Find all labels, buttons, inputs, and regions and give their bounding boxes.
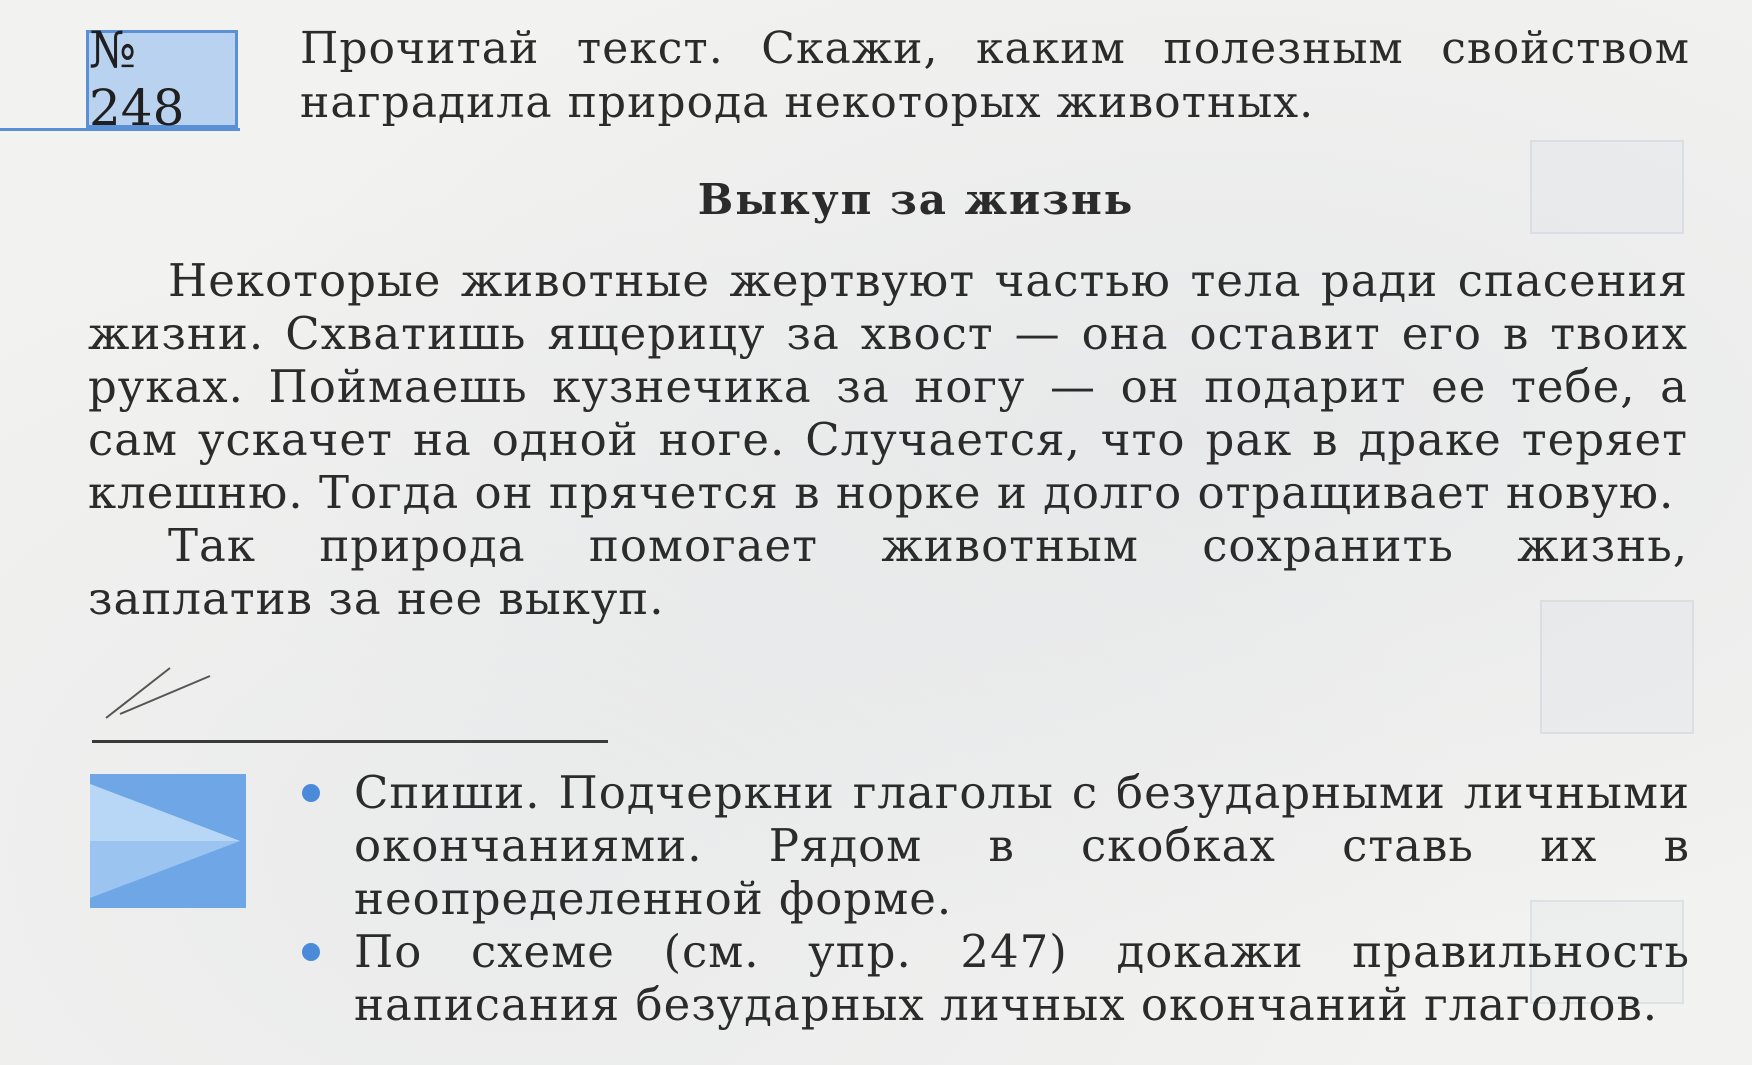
- text-title: Выкуп за жизнь: [697, 175, 1135, 224]
- instruction-text: Спиши. Подчеркни глаголы с безударными личными окончаниями. Рядом в скобках ставь их в неопределенной форме.: [354, 766, 1690, 925]
- exercise-task: Прочитай текст. Скажи, каким полезным свойством наградила природа некоторых животных.: [300, 23, 1690, 128]
- section-divider: [92, 740, 608, 743]
- pencil-scribble: [100, 662, 220, 722]
- exercise-number-badge: [86, 21, 238, 137]
- bullet-dot-icon: [302, 943, 320, 961]
- text-body: [88, 254, 1688, 625]
- instruction-item: [300, 766, 1690, 925]
- bullet-dot-icon: [302, 784, 320, 802]
- instruction-item: [300, 925, 1690, 1031]
- text-paragraph: Так природа помогает животным сохранить жизнь, заплатив за нее выкуп.: [88, 519, 1688, 625]
- instruction-list: [300, 766, 1690, 1031]
- play-triangle-icon: [90, 774, 246, 908]
- instruction-text: По схеме (см. упр. 247) докажи правильность написания безударных личных окончаний глаголов.: [354, 925, 1690, 1031]
- exercise-number: № 248: [89, 21, 185, 137]
- text-paragraph: Некоторые животные жертвуют частью тела ради спасения жизни. Схватишь ящерицу за хвост — она оставит его в твоих руках. Поймаешь кузнечика за ногу — он подарит ее тебе, а сам ускачет на одной ноге. Случается, что рак в драке теряет клешню. Тогда он прячется в норке и долго отращивает новую.: [88, 254, 1688, 519]
